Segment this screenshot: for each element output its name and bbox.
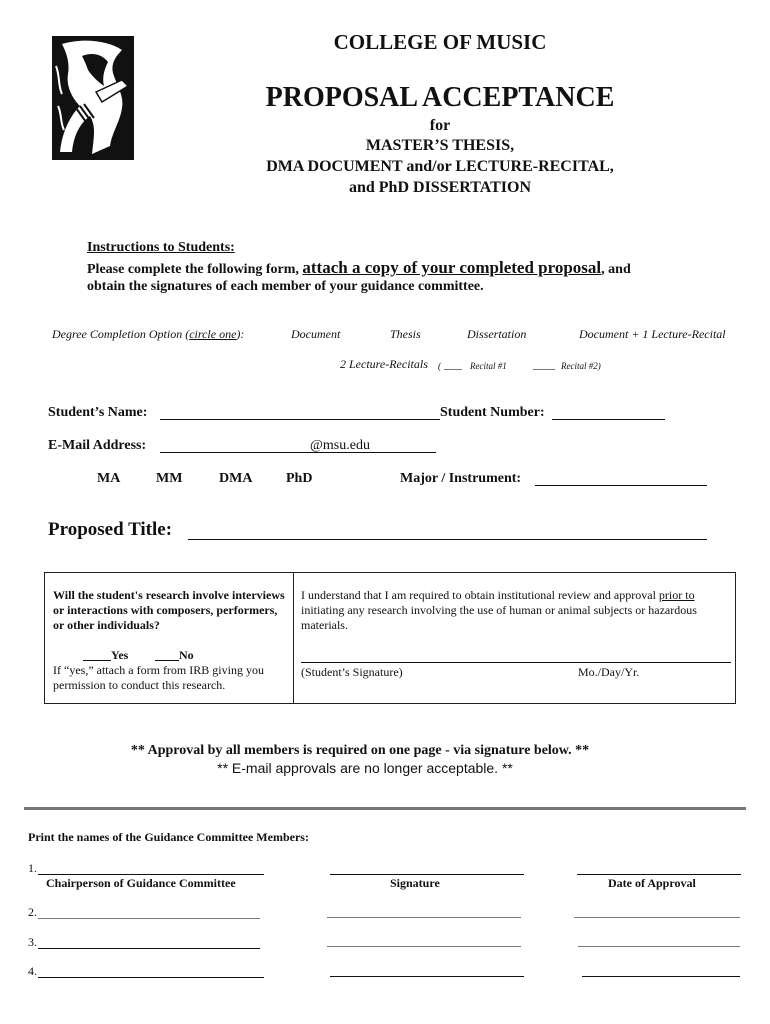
degree-ma[interactable]: MA [97,471,121,486]
member-3-name-field[interactable] [38,948,260,949]
degree-option-label [52,327,244,342]
college-name: COLLEGE OF MUSIC [333,30,547,54]
option-thesis[interactable]: Thesis [390,327,421,341]
statement-text-end: initiating any research involving the use of human or animal subjects or hazardous materials. [301,603,697,632]
member-1-number: 1. [28,861,37,875]
member-2-number: 2. [28,905,37,919]
recital-paren: ( [438,361,441,371]
option-document[interactable]: Document [291,327,341,341]
section-separator [24,807,746,810]
research-box-divider [293,573,294,703]
form-title: PROPOSAL ACCEPTANCE [265,82,615,113]
instructions-text: Please complete the following form, [87,262,303,277]
yes-label: Yes [111,648,129,662]
member-2-date-field[interactable] [574,917,740,918]
member-4-name-field[interactable] [38,977,264,978]
circle-one-text: circle one [189,327,237,341]
recital-1-blank[interactable] [444,369,462,370]
member-4-number: 4. [28,964,37,978]
member-1-name-field[interactable] [38,874,264,875]
signature-column-label: Signature [390,876,440,890]
instructions-line-2: obtain the signatures of each member of your guidance committee. [87,279,484,294]
recital-1-label: Recital #1 [470,361,507,371]
no-blank[interactable] [155,660,179,661]
degree-phd[interactable]: PhD [286,471,313,486]
instructions-heading: Instructions to Students: [87,240,235,255]
major-instrument-label: Major / Instrument: [400,471,522,486]
research-question: Will the student's research involve interviews or interactions with composers, performers, or other individuals? [53,588,285,632]
degree-option-label-end: ): [236,327,245,341]
attach-proposal-emphasis: attach a copy of your completed proposal [302,258,602,277]
student-name-field[interactable] [160,419,440,420]
date-column-label: Date of Approval [608,876,696,890]
form-subtitle-3: and PhD DISSERTATION [348,179,531,196]
member-1-date-field[interactable] [577,874,741,875]
member-3-date-field[interactable] [578,946,740,947]
prior-to-emphasis: prior to [658,588,695,602]
member-2-name-field[interactable] [38,918,260,919]
student-name-label: Student’s Name: [48,405,148,420]
student-number-label: Student Number: [440,405,545,420]
irb-note: If “yes,” attach a form from IRB giving you permission to conduct this research. [53,663,264,692]
member-3-signature-field[interactable] [327,946,521,947]
email-domain: @msu.edu [310,438,370,453]
member-4-signature-field[interactable] [330,976,524,977]
student-signature-field[interactable] [301,662,731,663]
form-subtitle-1: MASTER’S THESIS, [365,137,515,154]
yes-blank[interactable] [83,660,111,661]
form-subtitle-for: for [429,117,451,134]
degree-dma[interactable]: DMA [219,471,253,486]
member-1-signature-field[interactable] [330,874,524,875]
signature-date-label: Mo./Day/Yr. [578,665,640,679]
email-field[interactable] [160,452,310,453]
degree-option-label-text: Degree Completion Option ( [52,327,190,341]
research-box [44,572,736,704]
research-statement [301,588,727,633]
instructions-text-end: , and [601,262,631,277]
form-subtitle-2: DMA DOCUMENT and/or LECTURE-RECITAL, [266,158,614,175]
instructions-line-1 [87,258,631,278]
recital-2-label: Recital #2) [561,361,601,371]
student-number-field[interactable] [552,419,665,420]
chairperson-label: Chairperson of Guidance Committee [46,876,236,890]
email-domain-underline [310,452,436,453]
student-signature-label: (Student’s Signature) [301,665,403,679]
member-3-number: 3. [28,935,37,949]
degree-mm[interactable]: MM [156,471,183,486]
statement-text: I understand that I am required to obtain institutional review and approval [301,588,659,602]
no-label: No [179,648,194,662]
proposed-title-label: Proposed Title: [48,519,173,540]
college-logo [52,36,134,160]
committee-heading: Print the names of the Guidance Committee Members: [28,830,309,844]
member-4-date-field[interactable] [582,976,740,977]
option-lecture-recitals[interactable]: 2 Lecture-Recitals [340,357,428,371]
email-label: E-Mail Address: [48,438,147,453]
major-instrument-field[interactable] [535,485,707,486]
option-document-lecture-recital[interactable]: Document + 1 Lecture-Recital [579,327,726,341]
recital-2-blank[interactable] [533,369,555,370]
member-2-signature-field[interactable] [327,917,521,918]
email-approval-notice: ** E-mail approvals are no longer acceptable. ** [217,760,513,776]
approval-notice: ** Approval by all members is required on one page - via signature below. ** [130,743,590,758]
proposed-title-field[interactable] [188,539,707,540]
option-dissertation[interactable]: Dissertation [467,327,527,341]
